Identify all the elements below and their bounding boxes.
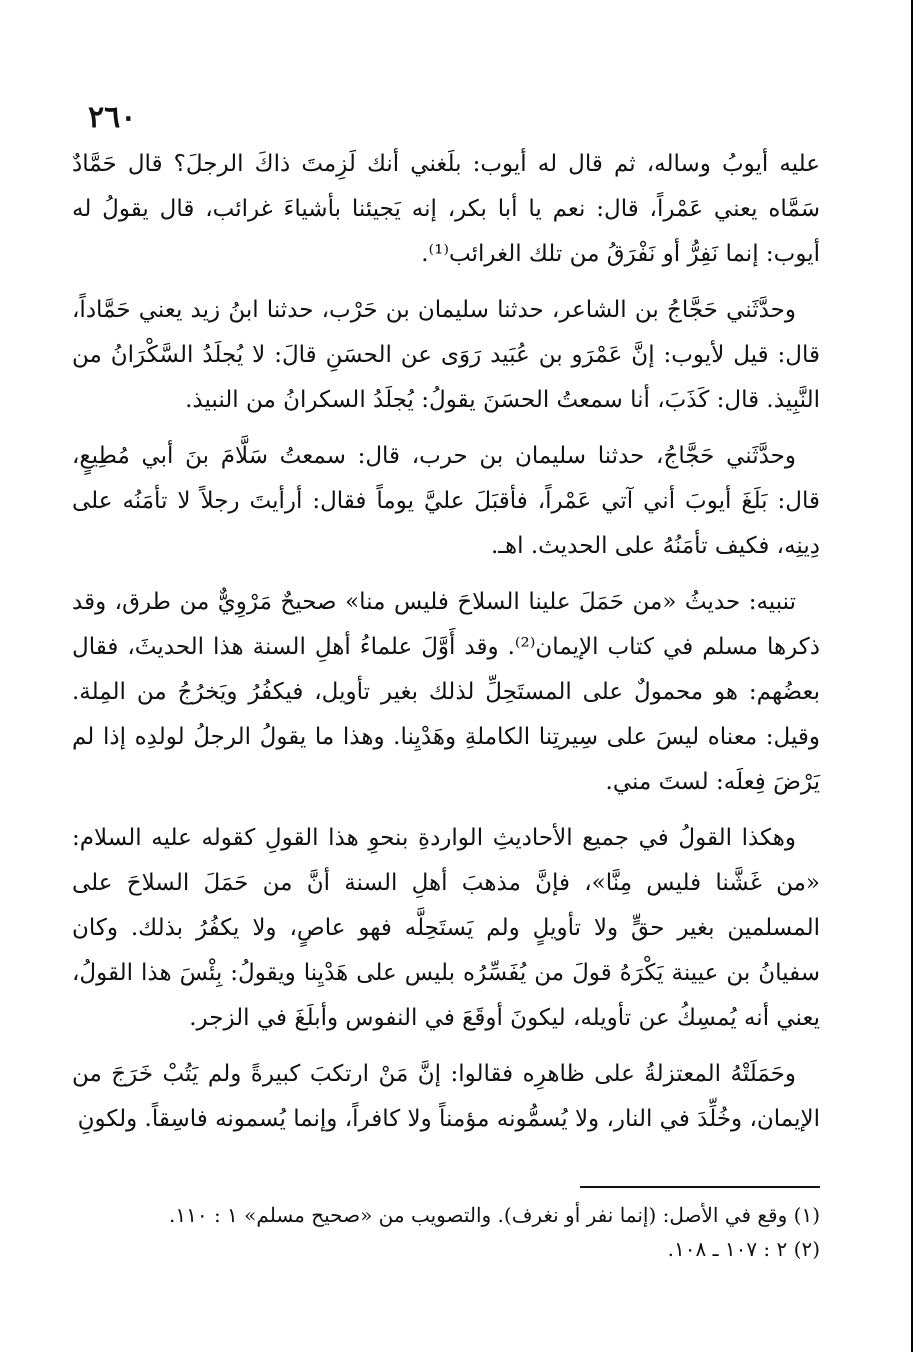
footnote-separator <box>580 1186 820 1188</box>
paragraph-3: وحدَّثَني حَجَّاجُ، حدثنا سليمان بن حرب، قال: سمعتُ سَلَّامَ بنَ أبي مُطِيعٍ، قال: بَلَغَ أيوبَ أني آتي عَمْراً، فأقبَلَ عليَّ يوماً فقال: أرأيتَ رجلاً لا تأمَنُه على دِينِه، فكيف تأمَنُهُ على الحديث. اهـ. <box>72 443 820 559</box>
paragraph-6: وحَمَلَتْهُ المعتزلةُ على ظاهرِه فقالوا: إنَّ مَنْ ارتكبَ كبيرةً ولم يَتُبْ خَرَجَ من الإيمان، وخُلِّدَ في النار، ولا يُسمُّونه مؤمناً ولا كافراً، وإنما يُسمونه فاسِقاً. ولكونِ <box>72 1061 820 1132</box>
page-number: ٢٦٠ <box>88 100 137 135</box>
paragraph-4: تنبيه: حديثُ «من حَمَلَ علينا السلاحَ فليس منا» صحيحٌ مَرْوِيٌّ من طرق، وقد ذكرها مسلم في كتاب الإيمان⁽²⁾. وقد أَوَّلَ علماءُ أهلِ السنة هذا الحديثَ، فقال بعضُهم: هو محمولٌ على المستَحِلِّ لذلك بغير تأويل، فيكفُرُ ويَخرُجُ من المِلة. وقيل: معناه ليسَ على سِيرتِنا الكاملةِ وهَدْيِنا. وهذا ما يقولُ الرجلُ لولدِه إذا لم يَرْضَ فِعلَه: لستَ مني. <box>72 589 820 795</box>
paragraph-5: وهكذا القولُ في جميع الأحاديثِ الواردةِ بنحوِ هذا القولِ كقوله عليه السلام: «من غَشَّنا فليس مِنَّا»، فإنَّ مذهبَ أهلِ السنة أنَّ من حَمَلَ السلاحَ على المسلمين بغير حقٍّ ولا تأويلٍ ولم يَستَحِلَّه فهو عاصٍ، ولا يكفُرُ بذلك. وكان سفيانُ بن عيينة يَكْرَهُ قولَ من يُفَسِّرُه بليس على هَدْيِنا ويقولُ: بِئْسَ هذا القولُ، يعني أنه يُمسِكُ عن تأويله، ليكونَ أوقَعَ في النفوس وأبلَغَ في الزجر. <box>72 825 820 1031</box>
body-text <box>72 142 820 1153</box>
paragraph-1: عليه أيوبُ وساله، ثم قال له أيوب: بلَغني أنك لَزِمتَ ذاكَ الرجلَ؟ قال حَمَّادٌ سَمَّاه يعني عَمْراً، قال: نعم يا أبا بكر، إنه يَجيئنا بأشياءَ غرائب، قال يقولُ له أيوب: إنما نَفِرُّ أو نَفْرَقُ من تلك الغرائب⁽¹⁾. <box>72 151 820 267</box>
footnote-1: (١) وقع في الأصل: (إنما نفر أو نغرف). والتصويب من «صحيح مسلم» ١ : ١١٠. <box>169 1203 820 1227</box>
footnote-2: (٢) ٢ : ١٠٧ ـ ١٠٨. <box>667 1237 820 1261</box>
footnotes <box>100 1198 820 1266</box>
paragraph-2: وحدَّثَني حَجَّاجُ بن الشاعر، حدثنا سليمان بن حَرْب، حدثنا ابنُ زيد يعني حَمَّاداً، قال: قيل لأيوب: إنَّ عَمْرَو بن عُبَيد رَوَى عن الحسَنِ قالَ: لا يُجلَدُ السَّكْرَانُ من النَّبِيذ. قال: كَذَبَ، أنا سمعتُ الحسَنَ يقولُ: يُجلَدُ السكرانُ من النبيذ. <box>72 297 820 413</box>
page-edge-line <box>911 0 913 1352</box>
